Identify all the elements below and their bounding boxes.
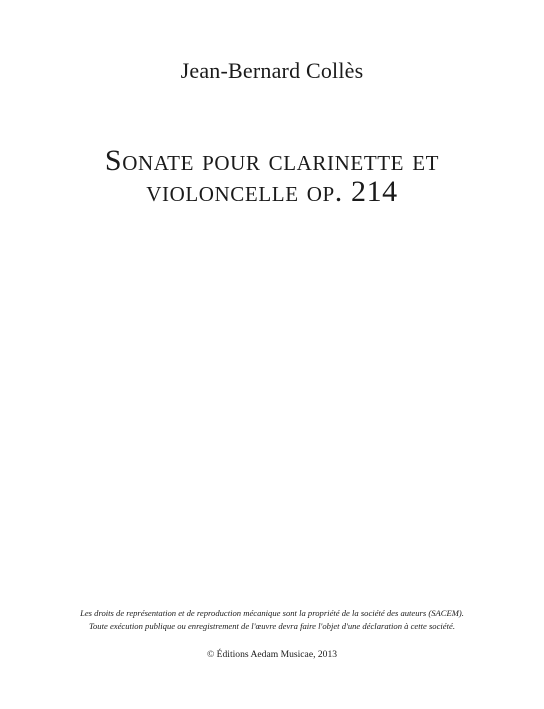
- work-title-line-2: violoncelle op. 214: [146, 175, 398, 208]
- work-title-line-1: Sonate pour clarinette et: [104, 144, 440, 177]
- rights-notice-line-2: Toute exécution publique ou enregistrement de l'œuvre devra faire l'objet d'une déclaration à cette société.: [89, 621, 455, 631]
- copyright-notice: © Éditions Aedam Musicae, 2013: [206, 649, 338, 660]
- rights-notice-line-1: Les droits de représentation et de reproduction mécanique sont la propriété de la société des auteurs (SACEM).: [80, 608, 464, 618]
- rights-notice: [0, 607, 544, 633]
- work-title: [40, 145, 504, 207]
- composer-name: Jean-Bernard Collès: [180, 58, 364, 83]
